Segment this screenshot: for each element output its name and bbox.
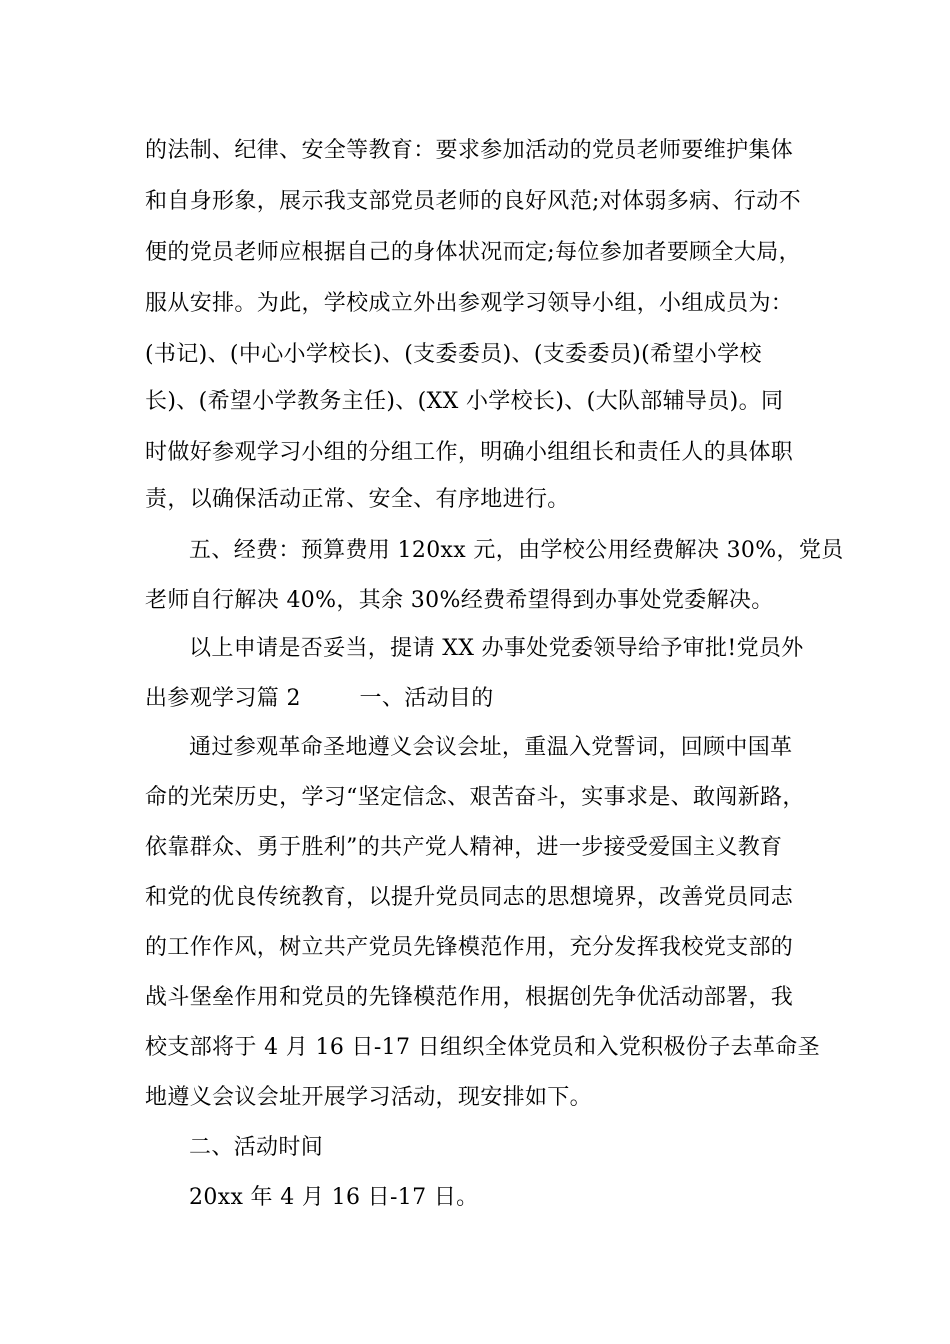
text-line: 战斗堡垒作用和党员的先锋模范作用，根据创先争优活动部署，我: [145, 985, 794, 1010]
text-line: 出参观学习篇 2 一、活动目的: [145, 686, 494, 711]
text-line: 以上申请是否妥当，提请 XX 办事处党委领导给予审批!党员外: [189, 636, 804, 661]
text-line: 服从安排。为此，学校成立外出参观学习领导小组，小组成员为：: [145, 291, 794, 316]
text-line: 老师自行解决 40%，其余 30%经费希望得到办事处党委解决。: [145, 588, 774, 613]
text-line: 命的光荣历史，学习“坚定信念、艰苦奋斗，实事求是、敢闯新路，: [145, 785, 805, 810]
text-line: 依靠群众、勇于胜利”的共产党人精神，进一步接受爱国主义教育: [145, 835, 783, 860]
text-line: 和自身形象，展示我支部党员老师的良好风范;对体弱多病、行动不: [145, 189, 801, 214]
text-line: 的工作作风，树立共产党员先锋模范作用，充分发挥我校党支部的: [145, 935, 794, 960]
text-line: 责，以确保活动正常、安全、有序地进行。: [145, 487, 570, 512]
text-line: 长)、(希望小学教务主任)、(XX 小学校长)、(大队部辅导员)。同: [145, 389, 784, 414]
text-line: 的法制、纪律、安全等教育：要求参加活动的党员老师要维护集体: [145, 138, 794, 163]
text-line: 五、经费：预算费用 120xx 元，由学校公用经费解决 30%，党员: [189, 538, 844, 563]
text-line: 通过参观革命圣地遵义会议会址，重温入党誓词，回顾中国革: [189, 735, 793, 760]
text-line: 时做好参观学习小组的分组工作，明确小组组长和责任人的具体职: [145, 440, 794, 465]
section-heading: 二、活动时间: [189, 1135, 324, 1160]
text-line: 便的党员老师应根据自己的身体状况而定;每位参加者要顾全大局，: [145, 240, 801, 265]
text-line: (书记)、(中心小学校长)、(支委委员)、(支委委员)(希望小学校: [145, 342, 762, 367]
text-line: 地遵义会议会址开展学习活动，现安排如下。: [145, 1085, 593, 1110]
text-line: 和党的优良传统教育，以提升党员同志的思想境界，改善党员同志: [145, 885, 794, 910]
text-line: 20xx 年 4 月 16 日-17 日。: [189, 1185, 479, 1210]
text-line: 校支部将于 4 月 16 日-17 日组织全体党员和入党积极份子去革命圣: [145, 1035, 820, 1060]
